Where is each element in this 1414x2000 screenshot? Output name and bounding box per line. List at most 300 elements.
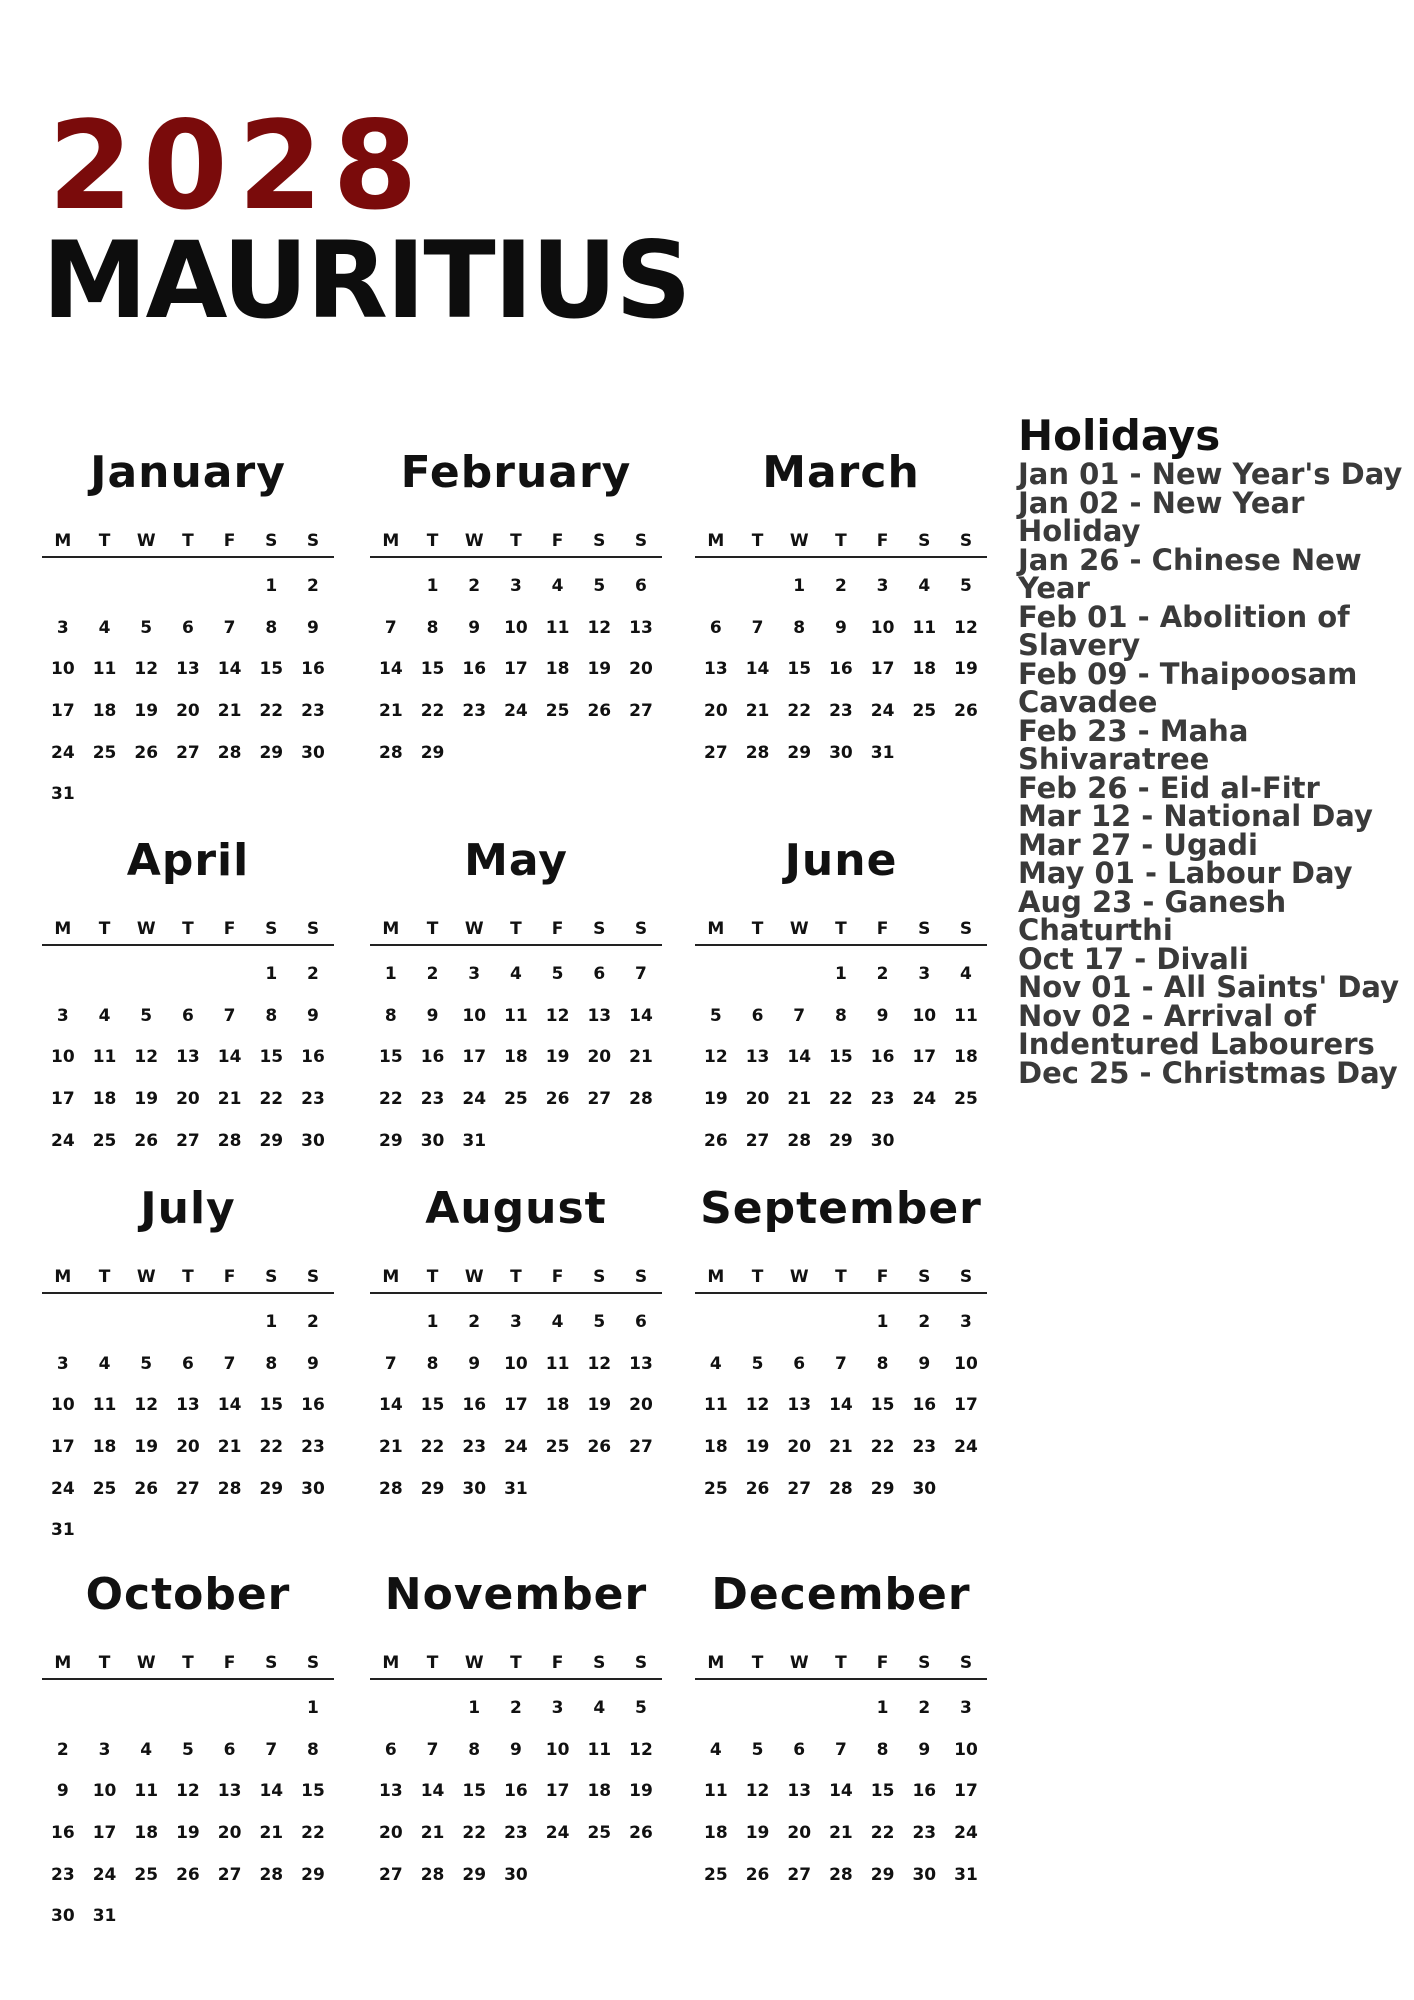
month-march <box>695 448 987 774</box>
weekday-header <box>370 1262 662 1294</box>
month-june <box>695 836 987 1162</box>
day-cell: 20 <box>629 659 653 680</box>
day-cell: 26 <box>134 1478 159 1499</box>
day-cell: 25 <box>504 1089 528 1110</box>
day-cell: 20 <box>704 701 728 722</box>
day-cell: 28 <box>217 742 242 763</box>
weekday-label: W <box>136 919 156 939</box>
holiday-item: Jan 02 - New Year Holiday <box>1018 485 1305 548</box>
holiday-item: Feb 23 - Maha Shivaratree <box>1018 713 1249 776</box>
weekday-label: T <box>835 1653 847 1673</box>
weekday-label: M <box>382 531 400 551</box>
day-cell: 5 <box>709 1005 722 1026</box>
weekday-label: T <box>426 1267 439 1287</box>
day-cell: 1 <box>426 1312 439 1332</box>
day-cell: 5 <box>140 1005 153 1026</box>
day-cell: 25 <box>134 1864 159 1885</box>
day-cell: 5 <box>751 1739 764 1760</box>
day-cell: 6 <box>223 1739 236 1760</box>
day-cell: 29 <box>420 742 445 763</box>
holiday-item: Jan 26 - Chinese New Year <box>1018 542 1362 605</box>
day-cell: 6 <box>635 1312 647 1332</box>
weekday-label: S <box>593 919 606 939</box>
weekday-label: M <box>54 1267 72 1287</box>
empty-cell <box>737 954 779 996</box>
day-cell: 18 <box>92 1437 117 1458</box>
weekday-label: W <box>136 531 156 551</box>
weekday-label: S <box>918 1653 931 1673</box>
empty-cell <box>167 954 209 996</box>
weekday-label: T <box>426 1653 439 1673</box>
day-cell: 28 <box>420 1864 445 1885</box>
holiday-item: Dec 25 - Christmas Day <box>1018 1055 1398 1090</box>
day-cell: 8 <box>834 1005 847 1026</box>
day-cell: 7 <box>834 1739 847 1760</box>
day-cell: 9 <box>918 1739 931 1760</box>
day-cell: 26 <box>134 742 159 763</box>
weekday-label: T <box>835 1267 847 1287</box>
empty-cell <box>125 1688 167 1730</box>
day-cell: 5 <box>181 1739 194 1760</box>
day-cell: 31 <box>462 1130 487 1151</box>
day-cell: 24 <box>504 701 528 722</box>
day-cell: 13 <box>787 1395 812 1416</box>
day-cell: 4 <box>98 1353 111 1374</box>
day-cell: 14 <box>259 1781 284 1802</box>
weekday-label: T <box>835 531 847 551</box>
month-november <box>370 1570 662 1896</box>
weekday-label: S <box>918 1267 931 1287</box>
day-cell: 2 <box>918 1312 931 1332</box>
day-cell: 17 <box>51 701 75 722</box>
day-cell: 2 <box>509 1698 522 1718</box>
weekday-label: F <box>551 531 564 551</box>
holiday-item: Jan 01 - New Year's Day <box>1018 457 1403 491</box>
day-cell: 7 <box>635 964 647 984</box>
day-cell: 3 <box>98 1739 111 1760</box>
day-cell: 14 <box>829 1395 853 1416</box>
weekday-label: W <box>464 1267 484 1287</box>
day-cell: 15 <box>259 1395 284 1416</box>
day-cell: 12 <box>134 659 159 680</box>
day-cell: 16 <box>870 1047 895 1068</box>
day-cell: 21 <box>829 1437 853 1458</box>
day-cell: 28 <box>217 1478 242 1499</box>
day-cell: 1 <box>265 1312 278 1332</box>
day-cell: 20 <box>745 1089 770 1110</box>
day-cell: 20 <box>176 1437 200 1458</box>
day-cell: 19 <box>176 1823 200 1844</box>
empty-cell <box>737 1302 779 1344</box>
day-cell: 7 <box>223 617 236 638</box>
day-cell: 5 <box>635 1698 647 1718</box>
day-cell: 15 <box>420 1395 445 1416</box>
day-cell: 26 <box>545 1089 570 1110</box>
day-cell: 19 <box>745 1437 770 1458</box>
day-cell: 16 <box>301 659 325 680</box>
day-cell: 4 <box>593 1698 606 1718</box>
month-name: January <box>90 447 286 498</box>
day-cell: 19 <box>134 1437 159 1458</box>
day-cell: 13 <box>787 1781 812 1802</box>
day-cell: 31 <box>954 1864 978 1885</box>
weekday-label: M <box>382 919 400 939</box>
day-cell: 26 <box>134 1130 159 1151</box>
holiday-item: Nov 02 - Arrival of Indentured Labourers <box>1018 998 1375 1061</box>
day-cell: 13 <box>379 1781 403 1802</box>
weekday-label: M <box>54 1653 72 1673</box>
holidays-panel <box>1018 411 1403 1090</box>
day-cell: 19 <box>954 659 978 680</box>
empty-cell <box>412 1688 454 1730</box>
weekday-label: M <box>707 531 725 551</box>
day-cell: 18 <box>545 1395 570 1416</box>
weekday-label: F <box>876 1653 889 1673</box>
day-cell: 17 <box>462 1047 487 1068</box>
weekday-label: T <box>98 531 111 551</box>
weekday-label: S <box>959 1653 973 1673</box>
day-cell: 23 <box>420 1089 445 1110</box>
day-cell: 1 <box>384 964 397 984</box>
day-cell: 13 <box>587 1005 612 1026</box>
day-cell: 17 <box>51 1437 75 1458</box>
day-cell: 10 <box>51 1395 75 1416</box>
day-cell: 4 <box>551 1312 564 1332</box>
weekday-label: S <box>634 531 648 551</box>
weekday-label: F <box>876 919 889 939</box>
weekday-label: S <box>593 1267 606 1287</box>
empty-cell <box>778 1688 820 1730</box>
weekday-label: S <box>634 1267 648 1287</box>
empty-cell <box>778 1302 820 1344</box>
day-cell: 14 <box>379 1395 403 1416</box>
day-cell: 30 <box>870 1130 895 1151</box>
holiday-item: Mar 27 - Ugadi <box>1018 827 1258 862</box>
weekday-label: M <box>707 1267 725 1287</box>
day-cell: 3 <box>551 1698 564 1718</box>
day-cell: 20 <box>787 1823 812 1844</box>
weekday-label: F <box>551 1267 564 1287</box>
month-name: July <box>140 1183 236 1234</box>
day-cell: 16 <box>301 1395 325 1416</box>
weekday-label: S <box>959 531 973 551</box>
day-cell: 28 <box>629 1089 653 1110</box>
day-cell: 27 <box>787 1864 812 1885</box>
day-cell: 3 <box>960 1698 972 1718</box>
day-cell: 1 <box>876 1698 889 1718</box>
day-cell: 17 <box>545 1781 570 1802</box>
day-cell: 5 <box>140 617 153 638</box>
day-cell: 15 <box>301 1781 325 1802</box>
day-cell: 27 <box>745 1130 770 1151</box>
day-cell: 16 <box>829 659 853 680</box>
day-cell: 21 <box>379 1437 403 1458</box>
country-title: MAURITIUS <box>42 219 690 342</box>
day-cell: 23 <box>462 701 487 722</box>
day-cell: 23 <box>301 1089 325 1110</box>
month-august <box>370 1184 662 1510</box>
day-cell: 18 <box>704 1823 728 1844</box>
day-cell: 11 <box>912 617 937 638</box>
day-cell: 10 <box>504 1353 528 1374</box>
weekday-label: T <box>98 919 111 939</box>
weekday-label: T <box>426 531 439 551</box>
day-cell: 27 <box>217 1864 242 1885</box>
day-cell: 11 <box>92 1395 117 1416</box>
day-cell: 23 <box>301 1437 325 1458</box>
day-cell: 14 <box>787 1047 812 1068</box>
empty-cell <box>370 566 412 608</box>
day-cell: 14 <box>379 659 403 680</box>
day-cell: 20 <box>379 1823 403 1844</box>
day-cell: 28 <box>745 742 770 763</box>
weekday-label: T <box>182 1653 194 1673</box>
day-cell: 18 <box>954 1047 978 1068</box>
day-cell: 23 <box>462 1437 487 1458</box>
weekday-label: W <box>789 1267 809 1287</box>
holiday-item: Feb 09 - Thaipoosam Cavadee <box>1018 656 1358 719</box>
weekday-label: S <box>265 531 278 551</box>
day-cell: 4 <box>140 1739 153 1760</box>
day-cell: 22 <box>259 1089 284 1110</box>
day-cell: 15 <box>462 1781 487 1802</box>
day-cell: 13 <box>629 617 653 638</box>
weekday-label: T <box>182 919 194 939</box>
day-cell: 10 <box>954 1739 978 1760</box>
day-cell: 8 <box>426 617 439 638</box>
day-cell: 11 <box>704 1395 728 1416</box>
day-cell: 14 <box>217 1395 242 1416</box>
day-cell: 1 <box>307 1698 319 1718</box>
calendar-year: 2028 <box>48 95 428 237</box>
weekday-header <box>42 526 334 558</box>
weekday-label: F <box>223 919 236 939</box>
day-cell: 17 <box>504 1395 528 1416</box>
day-cell: 18 <box>545 659 570 680</box>
month-july <box>42 1184 334 1552</box>
day-cell: 27 <box>629 701 653 722</box>
day-cell: 15 <box>259 659 284 680</box>
day-cell: 22 <box>379 1089 403 1110</box>
weekday-label: S <box>593 1653 606 1673</box>
day-cell: 10 <box>870 617 895 638</box>
weekday-label: T <box>751 1267 764 1287</box>
day-cell: 2 <box>918 1698 931 1718</box>
day-cell: 14 <box>745 659 770 680</box>
month-name: October <box>85 1569 291 1620</box>
month-name: March <box>762 447 920 498</box>
weekday-label: F <box>223 1267 236 1287</box>
day-cell: 15 <box>787 659 812 680</box>
day-cell: 19 <box>587 1395 612 1416</box>
day-cell: 1 <box>265 964 278 984</box>
empty-cell <box>250 1688 292 1730</box>
day-cell: 17 <box>92 1823 117 1844</box>
day-cell: 27 <box>176 742 200 763</box>
day-cell: 16 <box>462 1395 487 1416</box>
day-cell: 9 <box>307 1353 319 1374</box>
month-january <box>42 448 334 816</box>
weekday-label: T <box>751 1653 764 1673</box>
day-cell: 9 <box>918 1353 931 1374</box>
day-cell: 20 <box>217 1823 242 1844</box>
day-cell: 8 <box>876 1739 889 1760</box>
month-name: December <box>711 1569 971 1620</box>
empty-cell <box>695 1688 737 1730</box>
day-cell: 12 <box>745 1781 770 1802</box>
empty-cell <box>125 566 167 608</box>
weekday-label: T <box>98 1653 111 1673</box>
day-cell: 30 <box>420 1130 445 1151</box>
day-cell: 10 <box>504 617 528 638</box>
empty-cell <box>737 1688 779 1730</box>
day-cell: 13 <box>217 1781 242 1802</box>
day-cell: 24 <box>912 1089 937 1110</box>
day-cell: 28 <box>379 742 403 763</box>
day-cell: 29 <box>870 1478 895 1499</box>
weekday-header <box>695 526 987 558</box>
day-cell: 20 <box>787 1437 812 1458</box>
weekday-label: S <box>918 531 931 551</box>
day-cell: 2 <box>307 964 319 984</box>
weekday-label: F <box>223 531 236 551</box>
weekday-label: F <box>876 531 889 551</box>
day-cell: 8 <box>793 617 806 638</box>
empty-cell <box>695 566 737 608</box>
day-cell: 5 <box>140 1353 153 1374</box>
day-cell: 12 <box>745 1395 770 1416</box>
day-grid <box>370 1294 662 1510</box>
day-cell: 8 <box>307 1739 319 1760</box>
weekday-label: T <box>426 919 439 939</box>
day-cell: 11 <box>587 1739 612 1760</box>
day-cell: 12 <box>587 617 612 638</box>
day-cell: 7 <box>223 1005 236 1026</box>
day-cell: 3 <box>509 1312 522 1332</box>
month-september <box>695 1184 987 1510</box>
day-cell: 16 <box>504 1781 528 1802</box>
day-cell: 18 <box>912 659 937 680</box>
day-cell: 10 <box>51 659 75 680</box>
day-cell: 29 <box>301 1864 325 1885</box>
day-cell: 9 <box>468 1353 481 1374</box>
day-cell: 2 <box>876 964 889 984</box>
day-cell: 21 <box>745 701 770 722</box>
weekday-header <box>695 914 987 946</box>
empty-cell <box>820 1688 862 1730</box>
weekday-label: F <box>551 919 564 939</box>
day-cell: 11 <box>134 1781 159 1802</box>
day-cell: 31 <box>870 742 895 763</box>
day-cell: 28 <box>787 1130 812 1151</box>
day-cell: 18 <box>587 1781 612 1802</box>
day-cell: 30 <box>829 742 853 763</box>
empty-cell <box>209 954 251 996</box>
day-cell: 23 <box>870 1089 895 1110</box>
day-cell: 2 <box>468 1312 481 1332</box>
day-cell: 3 <box>960 1312 972 1332</box>
day-cell: 22 <box>462 1823 487 1844</box>
day-cell: 27 <box>629 1437 653 1458</box>
day-cell: 26 <box>704 1130 728 1151</box>
day-cell: 21 <box>379 701 403 722</box>
empty-cell <box>370 1688 412 1730</box>
day-cell: 15 <box>259 1047 284 1068</box>
weekday-header <box>42 914 334 946</box>
day-cell: 21 <box>420 1823 445 1844</box>
weekday-header <box>370 914 662 946</box>
empty-cell <box>167 1688 209 1730</box>
day-cell: 24 <box>92 1864 117 1885</box>
day-cell: 3 <box>876 576 889 596</box>
day-cell: 28 <box>829 1478 853 1499</box>
day-cell: 9 <box>307 617 319 638</box>
day-cell: 15 <box>870 1781 895 1802</box>
day-cell: 10 <box>51 1047 75 1068</box>
day-cell: 10 <box>92 1781 117 1802</box>
day-cell: 26 <box>587 701 612 722</box>
weekday-label: S <box>634 1653 648 1673</box>
day-cell: 29 <box>259 742 284 763</box>
holidays-title: Holidays <box>1018 411 1221 460</box>
holiday-item: Mar 12 - National Day <box>1018 799 1373 833</box>
weekday-label: S <box>959 919 973 939</box>
holiday-item: Aug 23 - Ganesh Chaturthi <box>1018 884 1287 947</box>
holiday-item: Oct 17 - Divali <box>1018 941 1249 976</box>
weekday-label: T <box>751 531 764 551</box>
day-cell: 9 <box>876 1005 889 1026</box>
weekday-label: S <box>306 1653 320 1673</box>
day-cell: 16 <box>912 1395 937 1416</box>
day-cell: 24 <box>870 701 895 722</box>
day-cell: 2 <box>307 1312 319 1332</box>
day-cell: 27 <box>176 1130 200 1151</box>
day-cell: 10 <box>462 1005 487 1026</box>
day-cell: 2 <box>834 576 847 596</box>
weekday-label: S <box>918 919 931 939</box>
empty-cell <box>695 954 737 996</box>
day-cell: 16 <box>51 1823 75 1844</box>
day-cell: 1 <box>265 576 278 596</box>
weekday-label: T <box>510 531 522 551</box>
day-cell: 25 <box>92 1478 117 1499</box>
month-april <box>42 836 334 1162</box>
day-cell: 11 <box>504 1005 528 1026</box>
day-cell: 15 <box>829 1047 853 1068</box>
empty-cell <box>42 566 84 608</box>
day-cell: 12 <box>704 1047 728 1068</box>
day-cell: 29 <box>420 1478 445 1499</box>
day-cell: 11 <box>954 1005 978 1026</box>
day-cell: 27 <box>176 1478 200 1499</box>
day-cell: 28 <box>379 1478 403 1499</box>
month-february <box>370 448 662 774</box>
day-cell: 16 <box>301 1047 325 1068</box>
day-cell: 24 <box>462 1089 487 1110</box>
empty-cell <box>125 1302 167 1344</box>
day-cell: 24 <box>954 1437 978 1458</box>
month-name: June <box>784 835 898 886</box>
empty-cell <box>167 1302 209 1344</box>
day-cell: 25 <box>92 742 117 763</box>
day-cell: 5 <box>593 576 606 596</box>
day-cell: 26 <box>745 1864 770 1885</box>
empty-cell <box>370 1302 412 1344</box>
weekday-label: M <box>54 919 72 939</box>
day-cell: 22 <box>301 1823 325 1844</box>
day-cell: 16 <box>912 1781 937 1802</box>
day-cell: 19 <box>545 1047 570 1068</box>
